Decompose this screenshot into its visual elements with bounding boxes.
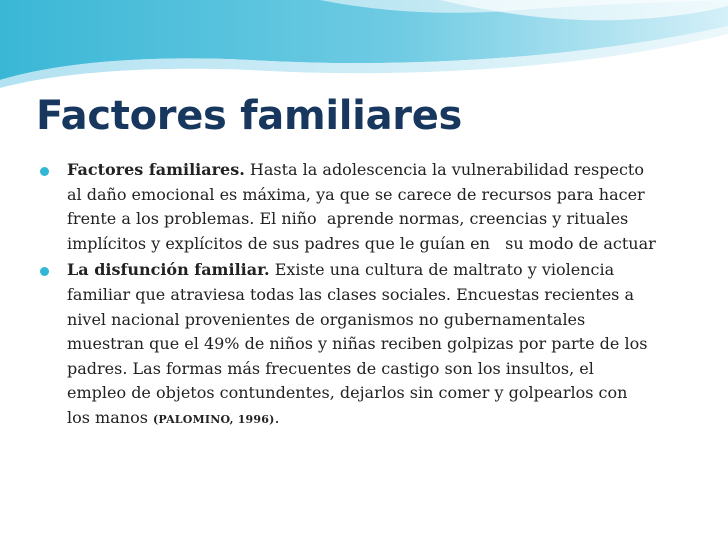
bullet-lead: La disfunción familiar. — [67, 260, 270, 280]
bullet-item — [36, 258, 704, 430]
bullet-dot-icon — [40, 267, 49, 276]
bullet-line — [67, 406, 704, 431]
bullet-lead: Factores familiares. — [67, 160, 245, 179]
bullet-line: muestran que el 49% de niños y niñas reciben golpizas por parte de los — [67, 334, 648, 354]
bullet-text: Existe una cultura de maltrato y violencia — [269, 260, 615, 280]
bullet-line — [67, 258, 704, 283]
citation-end: . — [274, 407, 280, 427]
bullet-line — [67, 158, 704, 183]
bullet-line: al daño emocional es máxima, ya que se carece de recursos para hacer — [67, 184, 645, 204]
bullet-text: los manos — [67, 407, 153, 427]
bullet-line: nivel nacional provenientes de organismos no gubernamentales — [67, 309, 586, 329]
header-wave-decoration — [0, 0, 728, 95]
bullet-line: empleo de objetos contundentes, dejarlos sin comer y golpearlos con — [67, 383, 628, 403]
bullet-line: padres. Las formas más frecuentes de castigo son los insultos, el — [67, 358, 594, 378]
bullet-text: Hasta la adolescencia la vulnerabilidad respecto — [244, 160, 644, 179]
citation: (PALOMINO, 1996) — [153, 412, 275, 426]
bullet-list — [36, 158, 704, 431]
slide-title: Factores familiares — [36, 93, 463, 139]
bullet-dot-icon — [40, 167, 49, 176]
bullet-line: implícitos y explícitos de sus padres que le guían en su modo de actuar — [67, 233, 656, 253]
bullet-line: familiar que atraviesa todas las clases sociales. Encuestas recientes a — [67, 284, 634, 304]
bullet-line: frente a los problemas. El niño aprende normas, creencias y rituales — [67, 209, 629, 229]
bullet-item — [36, 158, 704, 256]
